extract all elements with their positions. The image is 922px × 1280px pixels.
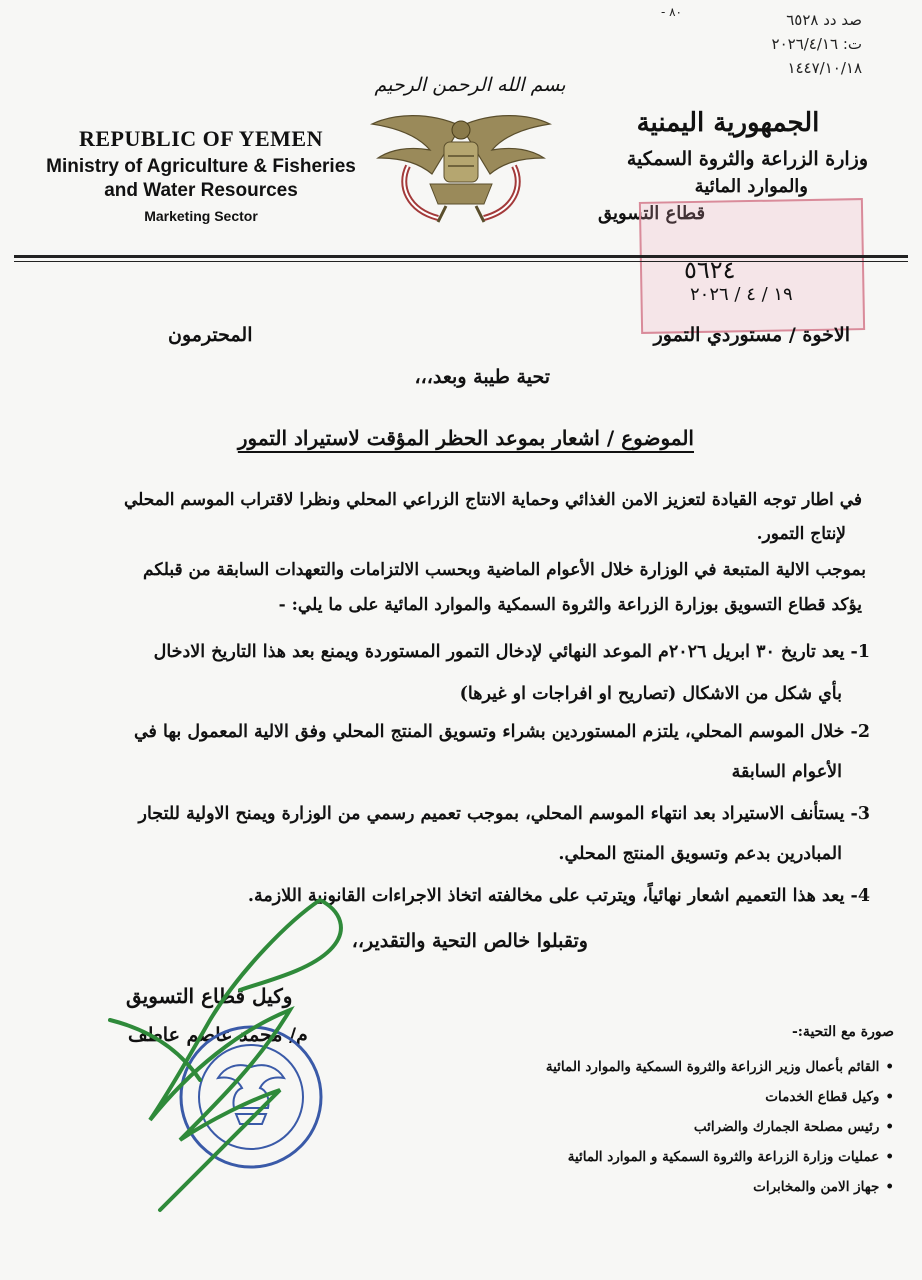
sector-name-ar: قطاع التسويق xyxy=(598,203,706,224)
cc-heading: صورة مع التحية:- xyxy=(791,1024,894,1040)
ministry-name-ar-1: وزارة الزراعة والثروة السمكية xyxy=(626,148,868,170)
signatory-name: م/ محمد عاصم عاطف xyxy=(128,1024,308,1046)
paragraph-2-line-1: بموجب الالية المتبعة في الوزارة خلال الأعوام الماضية وبحسب الالتزامات والتعهدات السابقة من قبلكم xyxy=(143,560,866,580)
signatory-title: وكيل قطاع التسويق xyxy=(126,984,293,1008)
ministry-name-ar-2: والموارد المائية xyxy=(694,176,808,197)
honorific: المحترمون xyxy=(168,324,253,346)
paragraph-2-line-2: يؤكد قطاع التسويق بوزارة الزراعة والثروة السمكية والموارد المائية على ما يلي: - xyxy=(278,595,862,615)
cc-item: • وكيل قطاع الخدمات xyxy=(546,1082,894,1112)
yemen-eagle-emblem-icon xyxy=(368,106,554,226)
header-divider-thin xyxy=(14,261,908,262)
header-divider xyxy=(14,255,908,258)
ref-number: صد دد ٦٥٢٨ xyxy=(786,11,862,29)
subject-line: الموضوع / اشعار بموعد الحظر المؤقت لاستيراد التمور xyxy=(237,426,694,450)
sector-name-en: Marketing Sector xyxy=(144,208,258,224)
cc-item: • جهاز الامن والمخابرات xyxy=(546,1172,894,1202)
item-2-line-2: الأعوام السابقة xyxy=(731,762,842,782)
greeting: تحية طيبة وبعد،،، xyxy=(414,366,550,388)
cc-item: • القائم بأعمال وزير الزراعة والثروة السمكية والموارد المائية xyxy=(546,1052,894,1082)
paragraph-1-line-2: لإنتاج التمور. xyxy=(756,524,846,544)
ref-date-hijri: ١٤٤٧/١٠/١٨ xyxy=(787,59,862,77)
stamp-date: ١٩ / ٤ / ٢٠٢٦ xyxy=(690,284,793,305)
country-name-en: REPUBLIC OF YEMEN xyxy=(79,126,323,151)
handwritten-signature-icon xyxy=(90,880,390,1220)
item-1-line-2: بأي شكل من الاشكال (تصاريح او افراجات او غيرها) xyxy=(459,684,842,704)
paragraph-1-line-1: في اطار توجه القيادة لتعزيز الامن الغذائي وحماية الانتاج الزراعي المحلي ونظرا لاقتراب الموسم المحلي xyxy=(124,490,862,510)
item-3-line-1: 3- يستأنف الاستيراد بعد انتهاء الموسم المحلي، بموجب تعميم رسمي من الوزارة ويمنح الاولية للتجار xyxy=(138,804,870,824)
item-1-line-1: 1- يعد تاريخ ٣٠ ابريل ٢٠٢٦م الموعد النهائي لإدخال التمور المستوردة ويمنع بعد هذا التاريخ الادخال xyxy=(153,642,870,662)
cc-list xyxy=(546,1052,894,1202)
cc-item: • عمليات وزارة الزراعة والثروة السمكية و الموارد المائية xyxy=(546,1142,894,1172)
ministry-name-en-1: Ministry of Agriculture & Fisheries xyxy=(46,156,356,177)
stamp-number: ٥٦٢٤ xyxy=(684,256,736,284)
item-2-line-1: 2- خلال الموسم المحلي، يلتزم المستوردين بشراء وتسويق المنتج المحلي وفق الالية المعمول بها في xyxy=(133,722,870,742)
basmala: بسم الله الرحمن الرحيم xyxy=(374,74,566,96)
reference-block xyxy=(660,5,862,80)
country-name-ar: الجمهورية اليمنية xyxy=(636,108,820,138)
ministry-name-en-2: and Water Resources xyxy=(104,180,298,201)
addressee: الاخوة / مستوردي التمور xyxy=(653,324,850,346)
item-4-line-1: 4- يعد هذا التعميم اشعار نهائياً، ويترتب على مخالفته اتخاذ الاجراءات القانونية اللازمة. xyxy=(247,886,870,906)
ref-mark: ٨٠ - xyxy=(660,5,682,19)
cc-item: • رئيس مصلحة الجمارك والضرائب xyxy=(546,1112,894,1142)
item-3-line-2: المبادرين بدعم وتسويق المنتج المحلي. xyxy=(558,844,842,864)
incoming-stamp xyxy=(639,198,865,334)
english-letterhead xyxy=(36,126,366,224)
ref-date-gregorian: ت: ٢٠٢٦/٤/١٦ xyxy=(771,35,862,53)
closing-line: وتقبلوا خالص التحية والتقدير،، xyxy=(351,930,588,952)
